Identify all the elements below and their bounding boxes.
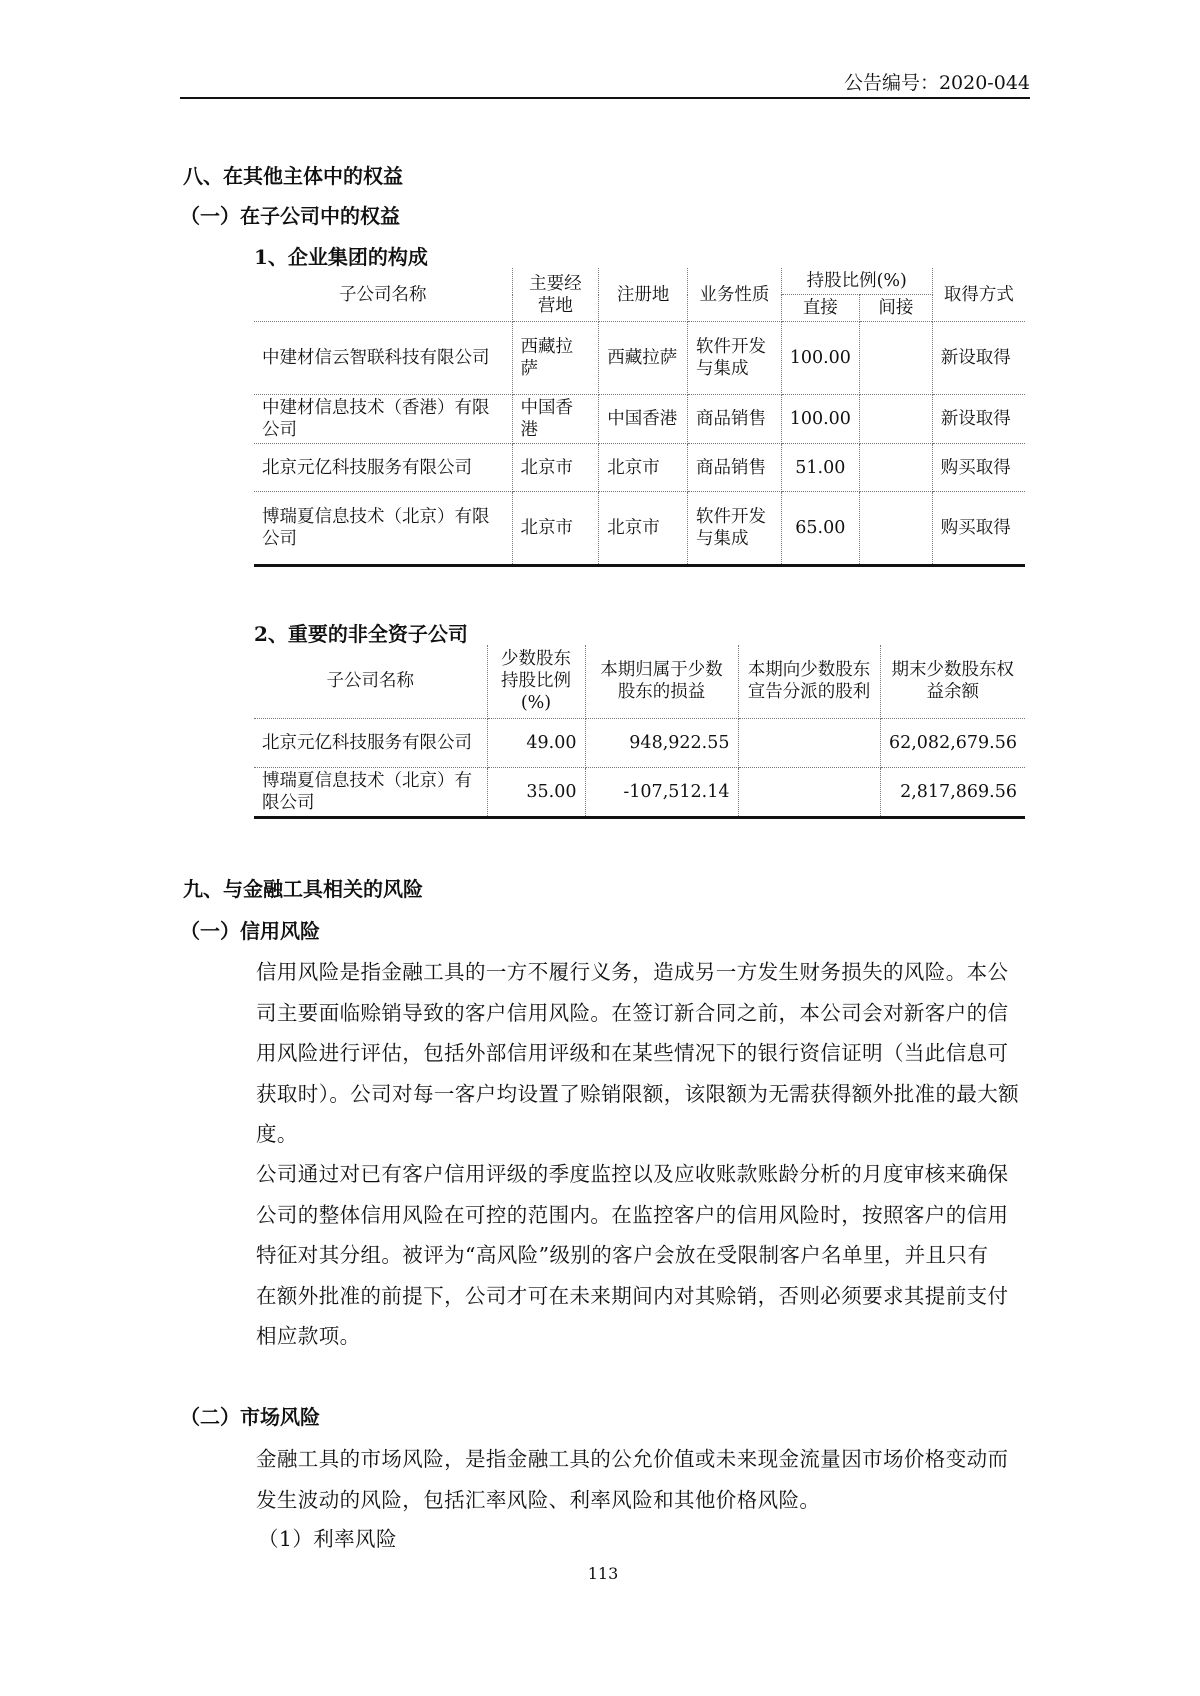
non-wholly-owned-table	[254, 645, 1025, 819]
header-cell: 业务性质	[688, 268, 782, 322]
minority-dividend	[738, 718, 880, 767]
header-cell: 持股比例(%)	[781, 268, 932, 295]
table-row	[254, 767, 1025, 817]
acquisition-method: 购买取得	[932, 444, 1025, 492]
registered-place: 北京市	[599, 492, 688, 566]
subsidiary-name: 北京元亿科技服务有限公司	[254, 718, 487, 767]
paragraph-line: 司主要面临赊销导致的客户信用风险。在签订新合同之前，本公司会对新客户的信	[256, 1000, 1009, 1025]
header-divider	[180, 97, 1030, 99]
section-8-item1: 1、企业集团的构成	[254, 245, 428, 269]
section-8-title: 八、在其他主体中的权益	[183, 164, 403, 188]
registered-place: 北京市	[599, 444, 688, 492]
paragraph-line: 信用风险是指金融工具的一方不履行义务，造成另一方发生财务损失的风险。本公	[256, 960, 1009, 984]
business-nature: 商品销售	[688, 395, 782, 444]
minority-dividend	[738, 767, 880, 817]
indirect-ratio	[859, 444, 932, 492]
header-cell: 本期向少数股东宣告分派的股利	[738, 645, 880, 718]
header-cell: 间接	[859, 295, 932, 322]
header-cell: 直接	[781, 295, 859, 322]
minority-equity-balance: 62,082,679.56	[880, 718, 1025, 767]
minority-profit-loss: -107,512.14	[585, 767, 738, 817]
header-cell: 注册地	[599, 268, 688, 322]
registered-place: 中国香港	[599, 395, 688, 444]
section-9-sub1: （一）信用风险	[180, 919, 320, 943]
header-cell: 主要经营地	[512, 268, 599, 322]
header-cell: 取得方式	[932, 268, 1025, 322]
header-cell: 期末少数股东权益余额	[880, 645, 1025, 718]
table-row	[254, 444, 1025, 492]
indirect-ratio	[859, 322, 932, 395]
minority-equity-balance: 2,817,869.56	[880, 767, 1025, 817]
subsidiary-name: 北京元亿科技服务有限公司	[254, 444, 512, 492]
paragraph-line: 度。	[256, 1122, 298, 1146]
paragraph-line: 特征对其分组。被评为“高风险”级别的客户会放在受限制客户名单里，并且只有	[256, 1243, 989, 1267]
paragraph-line: 金融工具的市场风险，是指金融工具的公允价值或未来现金流量因市场价格变动而	[256, 1447, 1009, 1471]
paragraph-line: 获取时）。公司对每一客户均设置了赊销限额，该限额为无需获得额外批准的最大额	[256, 1081, 1020, 1106]
paragraph-line: 在额外批准的前提下，公司才可在未来期间内对其赊销，否则必须要求其提前支付	[256, 1283, 1009, 1308]
main-place: 西藏拉萨	[512, 322, 599, 395]
header-cell: 少数股东持股比例(%)	[487, 645, 585, 718]
paragraph-line: 公司的整体信用风险在可控的范围内。在监控客户的信用风险时，按照客户的信用	[256, 1202, 1009, 1227]
subsidiary-name: 中建材信息技术（香港）有限公司	[254, 395, 512, 444]
group-composition-table	[254, 268, 1025, 567]
acquisition-method: 新设取得	[932, 395, 1025, 444]
table-row	[254, 395, 1025, 444]
direct-ratio: 100.00	[781, 395, 859, 444]
registered-place: 西藏拉萨	[599, 322, 688, 395]
section-8-item2: 2、重要的非全资子公司	[254, 622, 468, 646]
direct-ratio: 51.00	[781, 444, 859, 492]
direct-ratio: 100.00	[781, 322, 859, 395]
acquisition-method: 新设取得	[932, 322, 1025, 395]
acquisition-method: 购买取得	[932, 492, 1025, 566]
section-8-sub1: （一）在子公司中的权益	[180, 204, 400, 228]
paragraph-line: 相应款项。	[256, 1324, 361, 1348]
minority-ratio: 35.00	[487, 767, 585, 817]
main-place: 北京市	[512, 492, 599, 566]
paragraph-line: 发生波动的风险，包括汇率风险、利率风险和其他价格风险。	[256, 1487, 821, 1512]
subsidiary-name: 博瑞夏信息技术（北京）有限公司	[254, 767, 487, 817]
main-place: 北京市	[512, 444, 599, 492]
section-9-title: 九、与金融工具相关的风险	[183, 877, 423, 901]
main-place: 中国香港	[512, 395, 599, 444]
table-header-row	[254, 645, 1025, 718]
page-number: 113	[587, 1564, 619, 1583]
table-row	[254, 492, 1025, 566]
announcement-number: 公告编号：2020-044	[843, 72, 1030, 94]
minority-ratio: 49.00	[487, 718, 585, 767]
table-row	[254, 718, 1025, 767]
paragraph-line: 用风险进行评估，包括外部信用评级和在某些情况下的银行资信证明（当此信息可	[256, 1041, 1009, 1065]
minority-profit-loss: 948,922.55	[585, 718, 738, 767]
header-cell: 子公司名称	[254, 645, 487, 718]
indirect-ratio	[859, 492, 932, 566]
header-cell: 子公司名称	[254, 268, 512, 322]
business-nature: 软件开发与集成	[688, 322, 782, 395]
business-nature: 软件开发与集成	[688, 492, 782, 566]
section-9-sub2: （二）市场风险	[180, 1405, 320, 1429]
header-cell: 本期归属于少数股东的损益	[585, 645, 738, 718]
paragraph-line: 公司通过对已有客户信用评级的季度监控以及应收账款账龄分析的月度审核来确保	[256, 1162, 1009, 1186]
interest-rate-risk-heading: （1）利率风险	[258, 1527, 397, 1551]
table-header-row	[254, 268, 1025, 295]
subsidiary-name: 中建材信云智联科技有限公司	[254, 322, 512, 395]
indirect-ratio	[859, 395, 932, 444]
direct-ratio: 65.00	[781, 492, 859, 566]
subsidiary-name: 博瑞夏信息技术（北京）有限公司	[254, 492, 512, 566]
table-row	[254, 322, 1025, 395]
business-nature: 商品销售	[688, 444, 782, 492]
